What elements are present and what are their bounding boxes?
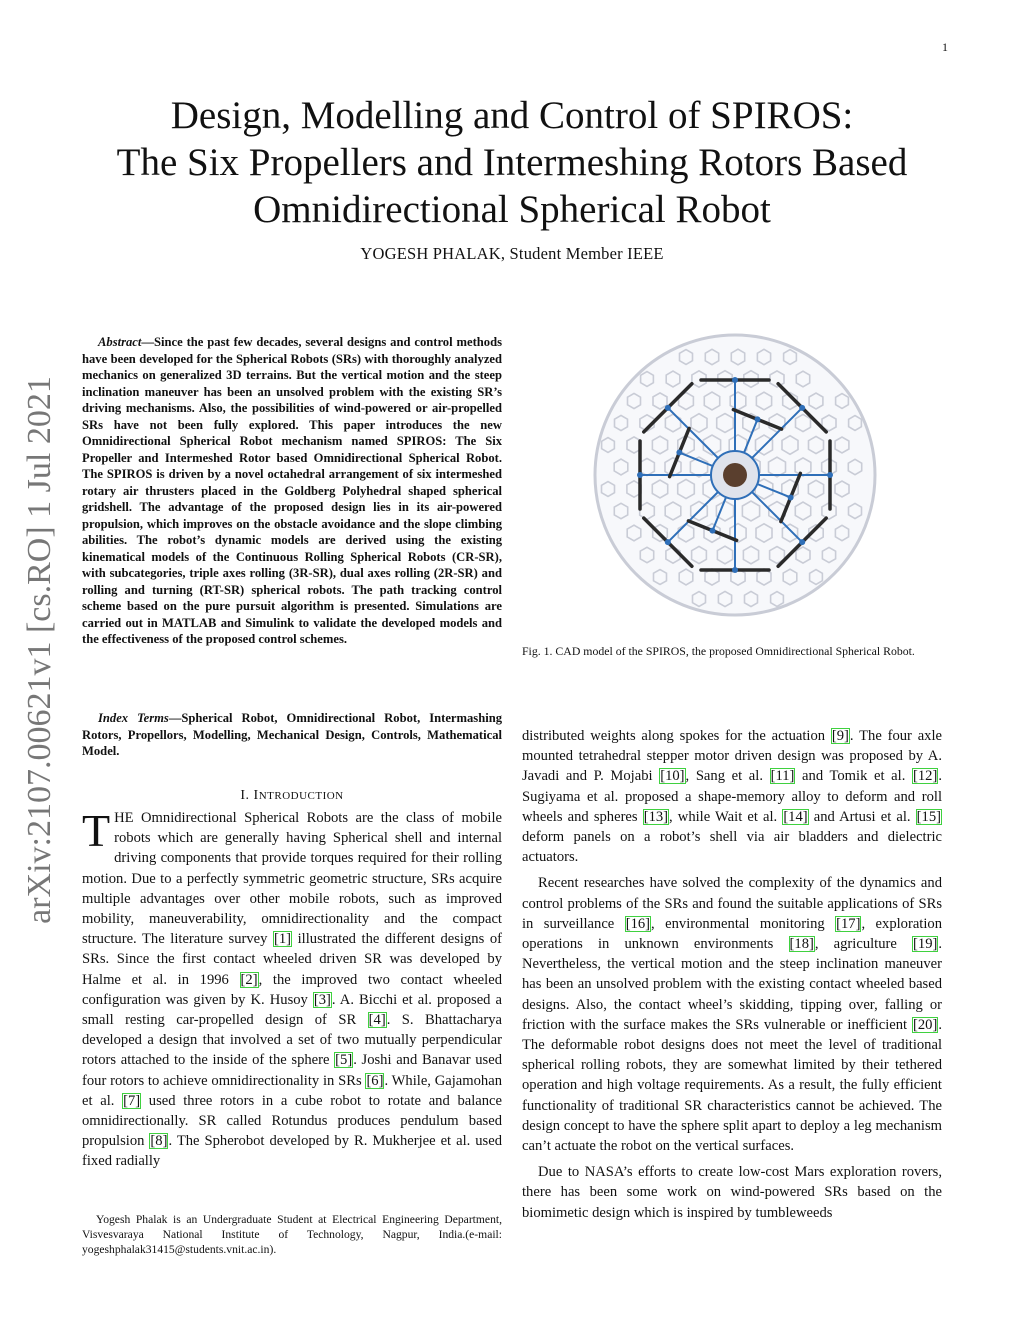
title-line-2: The Six Propellers and Intermeshing Rotors Based bbox=[116, 141, 908, 184]
citation-link[interactable]: [7] bbox=[123, 1092, 141, 1109]
propeller-hub bbox=[754, 416, 760, 422]
citation-link[interactable]: [2] bbox=[240, 971, 258, 988]
intro-text: . While, Gajamohan et al. bbox=[82, 1072, 502, 1109]
section-heading bbox=[82, 788, 502, 804]
author-line: YOGESH PHALAK, Student Member IEEE bbox=[360, 244, 664, 263]
abstract-text: —Since the past few decades, several designs and control methods have been developed for the Spherical Robots (SRs) with thoroughly analyzed mechanics on generalized 3D terrains. But the vertical motion and the steep inclination maneuver has been an unsolved problem with the existing SR’s driving mechanisms. Also, the possibilities of wind-powered or air-propelled SRs have not been fully explored. This paper introduces the new Omnidirectional Spherical Robot mechanism named SPIROS: The Six Propeller and Intermeshed Rotor based Omnidirectional Spherical Robot. The SPIROS is driven by a novel octahedral arrangement of six intermeshed rotary air thrusters placed in the Goldberg Polyhedral shaped spherical gridshell. The advantage of the proposed design lies in its air-powered propulsion, which improves on the obstacle avoidance and the slope climbing abilities. The robot’s dynamic models are derived using the existing kinematical models of the Continuous Rolling Spherical Robots (CR-SR), with subcategories, triple axes rolling (3R-SR), dual axes rolling (2R-SR) and rolling and turning (RT-SR) spherical robots. The path tracking control scheme based on the pure pursuit algorithm is presented. Simulations are carried out in MATLAB and Simulink to validate the developed models and the effectiveness of the proposed control schemes. bbox=[82, 335, 502, 646]
propeller-hub bbox=[710, 528, 716, 534]
title-line-1: Design, Modelling and Control of SPIROS: bbox=[170, 94, 854, 137]
right-paragraph-2: Recent researches have solved the complexity of the dynamics and control problems of the SRs and found the suitable applications of SRs in surveillance [16], environmental monitoring [17], exploration operations in unknown environments [18], agriculture [19]. Nevertheless, the vertical motion and the steep inclination maneuver has been an unsolved problem with the existing contact wheeled based designs. Also, the contact wheel’s skidding, tipping over, falling or friction with the surface makes the SRs vulnerable or inefficient [20]. The deformable robot designs does not meet the level of traditional spherical rolling robots, they are somewhat limited by their tethered operation and high voltage requirements. As a result, the fully efficient functionality of traditional SR characteristics cannot be achieved. The design concept to have the sphere split apart to deploy a leg mechanism can’t actuate the robot on the vertical surfaces. bbox=[522, 875, 943, 1155]
citation-link[interactable]: [16] bbox=[625, 915, 651, 932]
abstract bbox=[82, 334, 502, 648]
intro-text: HE Omnidirectional Spherical Robots are the class of mobile robots which are generally having Spherical shell and internal driving components that provide torques required for their rolling motion. Due to a perfectly symmetric geometric structure, SRs acquire multiple advantages over other mobile robots, such as improved mobility, maneuverability, omnidirectionality and the compact structure. The literature survey bbox=[82, 810, 502, 948]
citation-link[interactable]: [19] bbox=[913, 936, 938, 953]
intro-text: illustrated the different designs of SRs. Since the first contact wheeled driven SR was developed by Halme et al. in 1996 bbox=[82, 931, 502, 988]
propeller-hub bbox=[732, 377, 738, 383]
abstract-label: Abstract bbox=[98, 335, 142, 349]
right-column-text bbox=[522, 726, 942, 1229]
figure-caption: Fig. 1. CAD model of the SPIROS, the proposed Omnidirectional Spherical Robot. bbox=[522, 644, 915, 658]
citation-link[interactable]: [14] bbox=[783, 808, 808, 825]
arxiv-stamp bbox=[10, 360, 74, 940]
author-footnote: Yogesh Phalak is an Undergraduate Student at Electrical Engineering Department, Visvesvaraya National Institute of Technology, Nagpur, India.(e-mail: yogeshphalak31415@students.vnit.ac.in). bbox=[82, 1213, 502, 1256]
propeller-hub bbox=[788, 494, 794, 500]
citation-link[interactable]: [13] bbox=[643, 808, 669, 825]
intro-text: . A. Bicchi et al. proposed a small resting car-propelled design of SR bbox=[82, 991, 502, 1029]
citation-link[interactable]: [17] bbox=[836, 915, 861, 932]
intro-text: used three rotors in a cube robot to rotate and balance omnidirectionally. SR called Rotundus produces pendulum based propulsion bbox=[82, 1092, 503, 1150]
propeller-hub bbox=[676, 450, 682, 456]
index-terms-text: —Spherical Robot, Omnidirectional Robot, Intermashing Rotors, Propellors, Modelling, Mechanical Design, Controls, Mathematical Model. bbox=[82, 711, 502, 758]
index-terms bbox=[82, 710, 502, 760]
citation-link[interactable]: [4] bbox=[368, 1012, 386, 1029]
intro-text: . S. Bhattacharya developed a design that involved a set of two mutually perpendicular rotors attached to the inside of the sphere bbox=[82, 1012, 502, 1069]
citation-link[interactable]: [20] bbox=[913, 1016, 938, 1033]
citation-link[interactable]: [8] bbox=[150, 1133, 168, 1150]
intro-text: . The Spherobot developed by R. Mukherjee et al. used fixed radially bbox=[82, 1133, 503, 1170]
right-paragraph-1: distributed weights along spokes for the actuation [9]. The four axle mounted tetrahedral stepper motor driven design was proposed by A. Javadi and P. Mojabi [10], Sang et al. [11] and Tomik et al. [12]. Sugiyama et al. proposed a shape-memory alloy to deform and roll wheels and spheres [13], while Wait et al. [14] and Artusi et al. [15] deform panels on a robot’s shell via air bladders and dielectric actuators. bbox=[522, 728, 943, 866]
section-title-rest: NTRODUCTION bbox=[258, 790, 344, 802]
citation-link[interactable]: [3] bbox=[313, 991, 331, 1008]
spiros-cad-image bbox=[590, 330, 880, 620]
section-numeral: I. bbox=[240, 788, 254, 803]
paper-title bbox=[60, 92, 964, 233]
title-line-3: Omnidirectional Spherical Robot bbox=[253, 188, 771, 231]
propeller-hub bbox=[827, 472, 833, 478]
spiros-cad-figure bbox=[590, 330, 880, 620]
page-number: 1 bbox=[942, 40, 948, 54]
citation-link[interactable]: [12] bbox=[913, 768, 938, 785]
propeller-hub bbox=[799, 405, 805, 411]
index-terms-label: Index Terms bbox=[98, 711, 169, 725]
citation-link[interactable]: [18] bbox=[789, 936, 814, 953]
citation-link[interactable]: [5] bbox=[335, 1052, 353, 1069]
intro-paragraph bbox=[82, 805, 503, 1172]
intro-text: , the improved two contact wheeled configuration was given by K. Husoy bbox=[82, 971, 502, 1008]
propeller-hub bbox=[665, 539, 671, 545]
citation-link[interactable]: [15] bbox=[916, 808, 941, 825]
citation-link[interactable]: [11] bbox=[770, 768, 795, 785]
right-paragraph-3: Due to NASA’s efforts to create low-cost Mars exploration rovers, there has been some work on wind-powered SRs based on the biomimetic design which is inspired by tumbleweeds bbox=[522, 1164, 942, 1221]
propeller-hub bbox=[732, 567, 738, 573]
citation-link[interactable]: [9] bbox=[831, 728, 849, 744]
citation-link[interactable]: [1] bbox=[274, 931, 292, 948]
propeller-hub bbox=[799, 539, 805, 545]
citation-link[interactable]: [6] bbox=[366, 1072, 384, 1089]
propeller-hub bbox=[665, 405, 671, 411]
arxiv-stamp-text: arXiv:2107.00621v1 [cs.RO] 1 Jul 2021 bbox=[21, 376, 58, 924]
propeller-hub bbox=[637, 472, 643, 478]
section-title-first: I bbox=[253, 788, 259, 803]
drop-cap: T bbox=[82, 805, 111, 856]
intro-text: . Joshi and Banavar used four rotors to achieve omnidirectionality in SRs bbox=[82, 1052, 502, 1089]
core-electronics bbox=[723, 463, 747, 487]
citation-link[interactable]: [10] bbox=[660, 768, 685, 785]
